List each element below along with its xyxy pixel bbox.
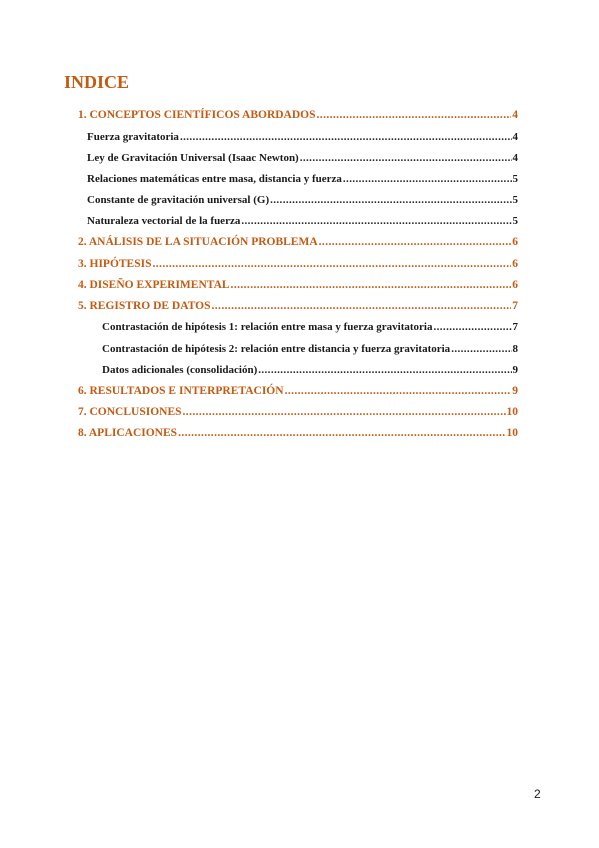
toc-entry[interactable] xyxy=(78,256,518,272)
toc-entry-page: 4 xyxy=(512,131,518,143)
toc-leader-dots xyxy=(319,234,512,250)
toc-entry-page: 5 xyxy=(512,173,518,185)
toc-entry-page: 7 xyxy=(512,300,518,312)
toc-leader-dots xyxy=(153,256,512,272)
toc-leader-dots xyxy=(180,129,512,145)
toc-entry[interactable] xyxy=(87,129,518,145)
toc-entry-text: 4. DISEÑO EXPERIMENTAL xyxy=(78,279,230,291)
toc-entry[interactable] xyxy=(102,341,518,357)
toc-entry-page: 6 xyxy=(512,236,518,248)
toc-leader-dots xyxy=(241,213,511,229)
toc-entry-text: Naturaleza vectorial de la fuerza xyxy=(87,215,241,227)
toc-entry[interactable] xyxy=(87,213,518,229)
toc-entry[interactable] xyxy=(102,362,518,378)
toc-leader-dots xyxy=(183,404,506,420)
toc-entry-page: 4 xyxy=(512,152,518,164)
toc-entry-page: 6 xyxy=(512,279,518,291)
toc-entry-page: 8 xyxy=(512,343,518,355)
toc-entry-text: Constante de gravitación universal (G) xyxy=(87,194,270,206)
toc-leader-dots xyxy=(300,150,512,166)
toc-leader-dots xyxy=(258,362,511,378)
toc-entry[interactable] xyxy=(78,425,518,441)
toc-entry-text: Datos adicionales (consolidación) xyxy=(102,364,258,376)
toc-entry[interactable] xyxy=(78,277,518,293)
toc-entry-page: 10 xyxy=(506,427,518,439)
toc-leader-dots xyxy=(451,341,511,357)
toc-leader-dots xyxy=(212,298,512,314)
toc-entry-text: 6. RESULTADOS E INTERPRETACIÓN xyxy=(78,385,284,397)
toc-entry-text: 7. CONCLUSIONES xyxy=(78,406,182,418)
toc-entry-page: 7 xyxy=(512,321,518,333)
toc-entry-text: 3. HIPÓTESIS xyxy=(78,258,152,270)
page-number: 2 xyxy=(534,787,541,801)
toc-entry[interactable] xyxy=(78,234,518,250)
toc-entry[interactable] xyxy=(87,171,518,187)
toc-entry-text: 8. APLICACIONES xyxy=(78,427,178,439)
toc-entry-page: 4 xyxy=(512,109,518,121)
toc-leader-dots xyxy=(178,425,505,441)
toc-leader-dots xyxy=(343,171,512,187)
toc-entry-text: Contrastación de hipótesis 1: relación entre masa y fuerza gravitatoria xyxy=(102,321,433,333)
toc-entry-text: 2. ANÁLISIS DE LA SITUACIÓN PROBLEMA xyxy=(78,236,318,248)
toc-entry-page: 10 xyxy=(506,406,518,418)
toc-entry-page: 5 xyxy=(512,194,518,206)
toc-leader-dots xyxy=(285,383,512,399)
toc-entry[interactable] xyxy=(78,404,518,420)
toc-entry-text: Ley de Gravitación Universal (Isaac Newton) xyxy=(87,152,299,164)
toc-entry-text: 1. CONCEPTOS CIENTÍFICOS ABORDADOS xyxy=(78,109,316,121)
toc-entry[interactable] xyxy=(87,192,518,208)
toc-entry[interactable] xyxy=(102,319,518,335)
toc-entry-text: Contrastación de hipótesis 2: relación entre distancia y fuerza gravitatoria xyxy=(102,343,451,355)
toc-entry[interactable] xyxy=(78,383,518,399)
index-title: INDICE xyxy=(64,72,130,92)
toc-entry-page: 5 xyxy=(512,215,518,227)
toc-entry[interactable] xyxy=(78,107,518,123)
toc-leader-dots xyxy=(317,107,512,123)
toc-leader-dots xyxy=(433,319,511,335)
toc-entry-page: 9 xyxy=(512,385,518,397)
toc-leader-dots xyxy=(270,192,511,208)
toc-entry-text: Relaciones matemáticas entre masa, distancia y fuerza xyxy=(87,173,342,185)
toc-entry[interactable] xyxy=(78,298,518,314)
toc-entry-page: 6 xyxy=(512,258,518,270)
toc-entry-page: 9 xyxy=(512,364,518,376)
toc-entry[interactable] xyxy=(87,150,518,166)
toc-entry-text: Fuerza gravitatoria xyxy=(87,131,179,143)
toc-leader-dots xyxy=(231,277,512,293)
toc-entry-text: 5. REGISTRO DE DATOS xyxy=(78,300,211,312)
